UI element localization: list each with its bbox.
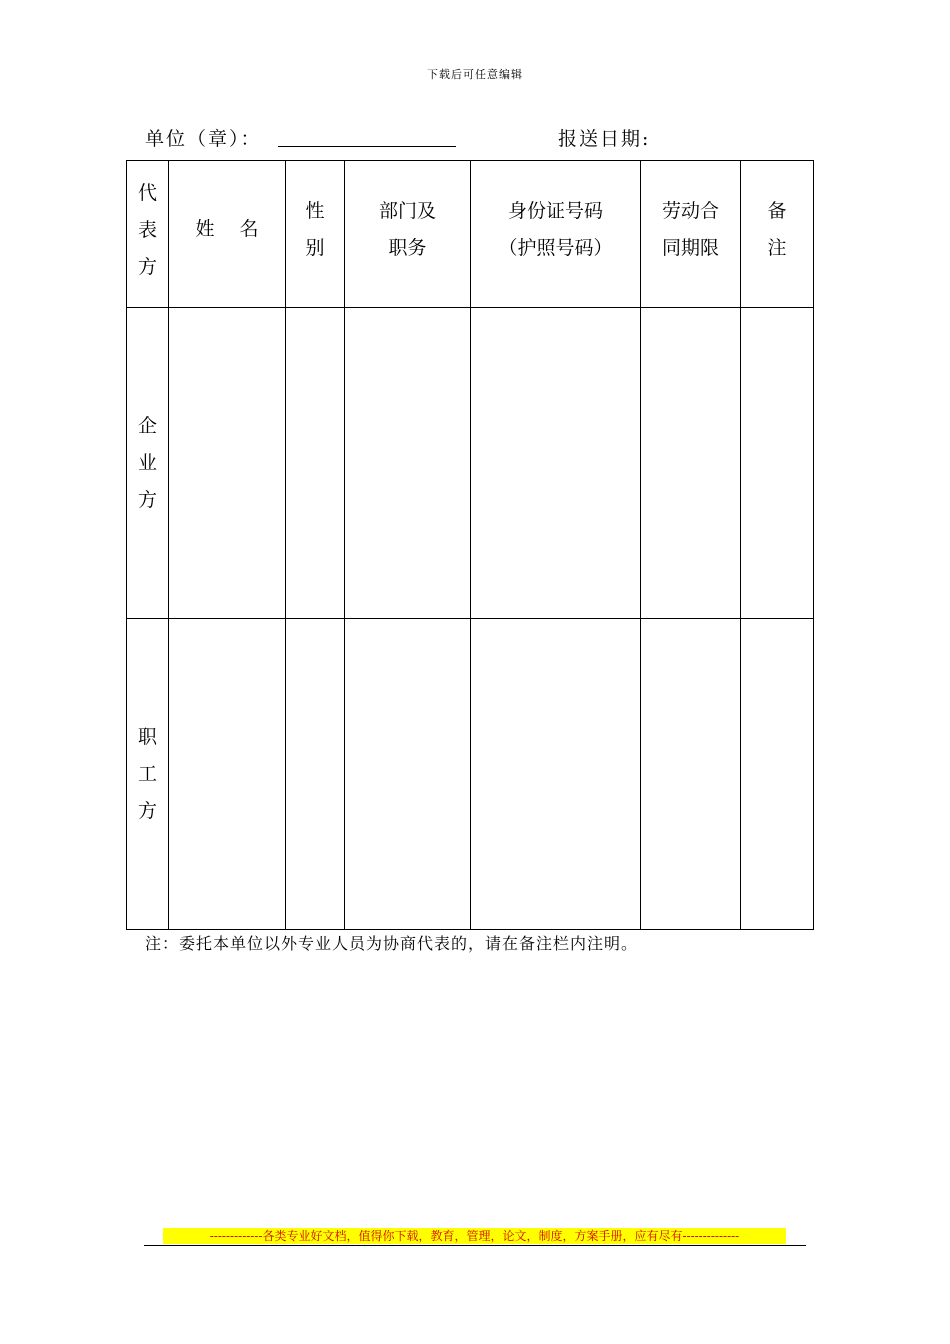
employee-remarks-cell[interactable] bbox=[741, 619, 814, 930]
table-footnote: 注：委托本单位以外专业人员为协商代表的，请在备注栏内注明。 bbox=[145, 934, 639, 953]
employee-side-cell bbox=[127, 619, 169, 930]
header-remarks-label: 备 注 bbox=[767, 200, 787, 259]
employee-name-cell[interactable] bbox=[169, 619, 286, 930]
header-contract-term-label: 劳动合 同期限 bbox=[661, 200, 719, 259]
header-gender bbox=[286, 161, 345, 308]
page-header-note: 下载后可任意编辑 bbox=[427, 68, 523, 81]
unit-blank-line bbox=[278, 146, 456, 147]
footer-banner: -------------各类专业好文档，值得你下载，教育，管理，论文，制度，方案手册，应有尽有-------------- bbox=[163, 1228, 786, 1244]
employee-gender-cell[interactable] bbox=[286, 619, 345, 930]
representative-roster-table bbox=[126, 160, 814, 930]
header-department bbox=[345, 161, 471, 308]
header-representative-label: 代表方 bbox=[138, 182, 158, 278]
header-gender-label: 性 别 bbox=[305, 200, 325, 259]
enterprise-name-cell[interactable] bbox=[169, 308, 286, 619]
table-row-employee bbox=[127, 619, 814, 930]
enterprise-id-number-cell[interactable] bbox=[471, 308, 641, 619]
header-remarks bbox=[741, 161, 814, 308]
header-name bbox=[169, 161, 286, 308]
report-date-label: 报送日期: bbox=[558, 128, 651, 150]
form-meta-row bbox=[0, 122, 950, 152]
header-representative bbox=[127, 161, 169, 308]
enterprise-side-cell bbox=[127, 308, 169, 619]
enterprise-contract-term-cell[interactable] bbox=[641, 308, 741, 619]
footer-divider bbox=[144, 1245, 806, 1246]
employee-id-number-cell[interactable] bbox=[471, 619, 641, 930]
table-row-enterprise bbox=[127, 308, 814, 619]
header-name-label: 姓 名 bbox=[195, 218, 259, 240]
header-department-label: 部门及 职务 bbox=[378, 200, 436, 259]
enterprise-department-cell[interactable] bbox=[345, 308, 471, 619]
employee-department-cell[interactable] bbox=[345, 619, 471, 930]
header-id-number bbox=[471, 161, 641, 308]
enterprise-remarks-cell[interactable] bbox=[741, 308, 814, 619]
header-contract-term bbox=[641, 161, 741, 308]
header-id-number-label: 身份证号码 （护照号码） bbox=[498, 200, 613, 259]
unit-label: 单位（章）： bbox=[145, 128, 262, 150]
employee-contract-term-cell[interactable] bbox=[641, 619, 741, 930]
table-header-row bbox=[127, 161, 814, 308]
enterprise-gender-cell[interactable] bbox=[286, 308, 345, 619]
enterprise-side-label: 企业方 bbox=[138, 414, 158, 511]
employee-side-label: 职工方 bbox=[138, 725, 158, 822]
